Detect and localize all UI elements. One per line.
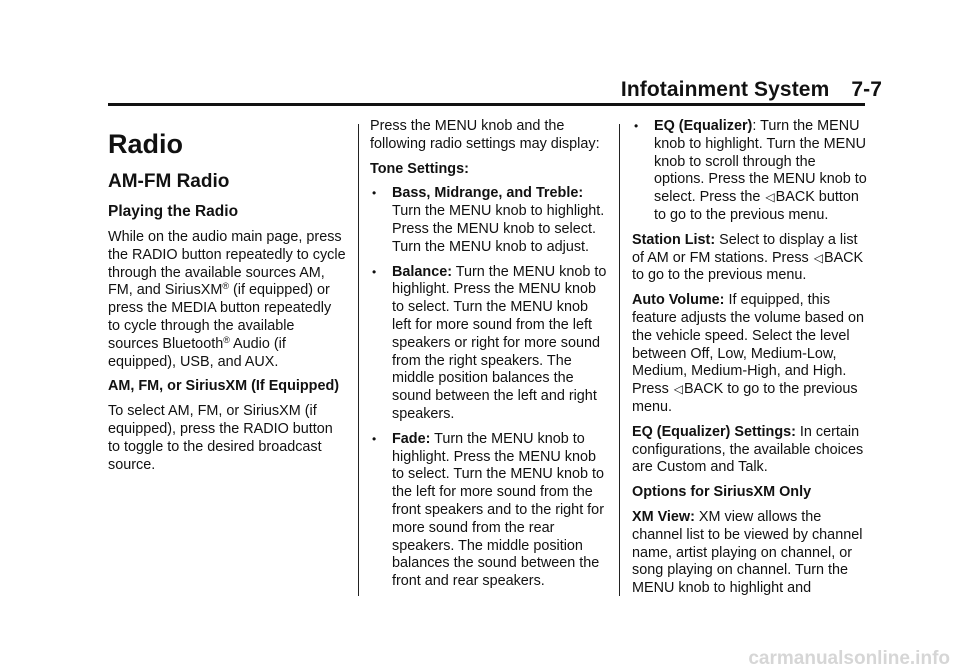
eq-list — [632, 118, 868, 225]
paragraph-playing-radio: While on the audio main page, press the RADIO button repeatedly to cycle through the available sources AM, FM, and SiriusXM® (if equipped) or press the MEDIA button repeatedly to cycle through the available sources Bluetooth® Audio (if equipped), USB, and AUX. — [108, 229, 346, 370]
list-item: • Balance: Turn the MENU knob to highlight. Press the MENU knob to select. Turn the MENU knob left for more sound from the left speakers or right for more sound from the right speakers. The middle position balances the sound between the left and right speakers. — [372, 263, 607, 422]
paragraph-station-list: Station List: Select to display a list of AM or FM stations. Press ◁BACK to go to the previous menu. — [632, 231, 864, 284]
tone-settings-list — [370, 185, 608, 591]
list-item: • Bass, Midrange, and Treble: Turn the MENU knob to highlight. Press the MENU knob to select. Turn the MENU knob to adjust. — [372, 185, 605, 255]
bullet-icon: • — [372, 264, 377, 279]
section-title: Infotainment System — [620, 78, 830, 101]
page-header — [0, 0, 960, 110]
chapter-heading: Radio — [108, 129, 184, 159]
list-item: • EQ (Equalizer): Turn the MENU knob to highlight. Turn the MENU knob to scroll through the options. Press the MENU knob to select. Press the ◁BACK button to go to the previous menu. — [634, 118, 867, 223]
column-3 — [632, 118, 868, 605]
paragraph-eq-settings: EQ (Equalizer) Settings: In certain configurations, the available choices are Custom and Talk. — [632, 423, 864, 476]
bold-heading-sources: AM, FM, or SiriusXM (If Equipped) — [108, 378, 340, 395]
back-icon: ◁ — [673, 382, 684, 397]
registered-mark: ® — [223, 334, 230, 345]
bullet-icon: • — [634, 119, 639, 133]
back-icon: ◁ — [813, 250, 823, 265]
watermark: carmanualsonline.info — [748, 648, 950, 669]
section-heading: AM-FM Radio — [108, 171, 230, 192]
paragraph-auto-volume: Auto Volume: If equipped, this feature adjusts the volume based on the vehicle speed. Select the level between Off, Low, Medium-Low, Medium, Medium-High, and High. Press ◁BACK to go to the previous menu. — [632, 292, 864, 415]
paragraph-xm-view: XM View: XM view allows the channel list to be viewed by channel name, artist playing on channel, or song playing on channel. Turn the MENU knob to highlight and — [632, 508, 863, 597]
siriusxm-options-heading: Options for SiriusXM Only — [632, 484, 812, 501]
paragraph-select-source: To select AM, FM, or SiriusXM (if equipped), press the RADIO button to toggle to the desired broadcast source. — [108, 403, 333, 473]
back-icon: ◁ — [765, 190, 775, 205]
list-item: • Fade: Turn the MENU knob to highlight. Press the MENU knob to select. Turn the MENU knob to the left for more sound from the front speakers and to the right for more sound from the rear speakers. The middle position balances the sound between the front and rear speakers. — [372, 430, 604, 590]
column-2 — [370, 118, 608, 598]
column-divider-1 — [358, 124, 359, 596]
page-number: 7-7 — [851, 78, 882, 101]
registered-mark: ® — [222, 281, 229, 292]
column-divider-2 — [619, 124, 620, 596]
column-1 — [108, 118, 346, 481]
header-rule — [108, 103, 865, 106]
bullet-icon: • — [372, 186, 377, 201]
tone-settings-heading: Tone Settings: — [370, 160, 469, 177]
running-header — [621, 78, 882, 102]
paragraph-menu-intro: Press the MENU knob and the following radio settings may display: — [370, 118, 600, 152]
subsection-heading: Playing the Radio — [108, 203, 239, 220]
bullet-icon: • — [372, 431, 377, 446]
